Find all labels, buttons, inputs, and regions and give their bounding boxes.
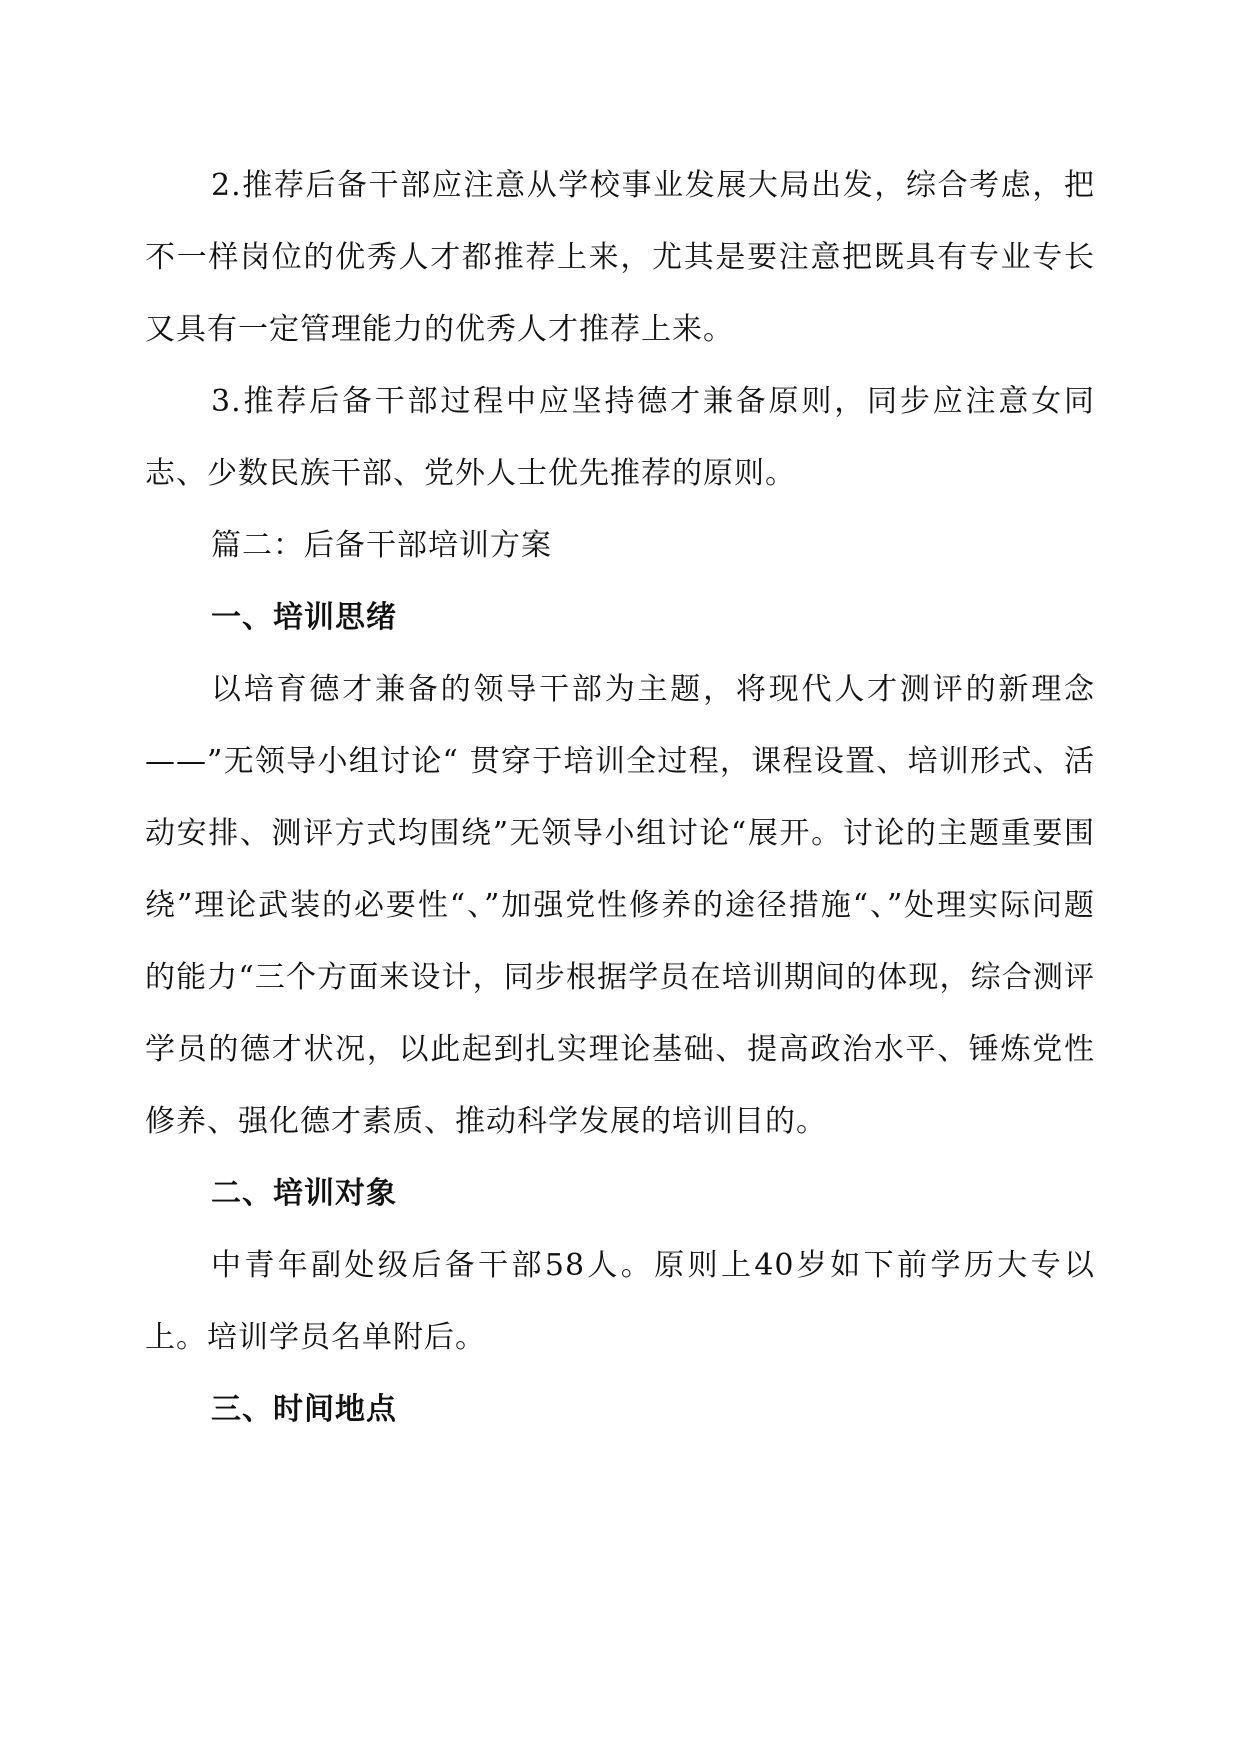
paragraph-training-idea: 以培育德才兼备的领导干部为主题，将现代人才测评的新理念——”无领导小组讨论“ 贯穿于培训全过程，课程设置、培训形式、活动安排、测评方式均围绕”无领导小组讨论“展开。讨论的主题重要围绕”理论武装的必要性“、”加强党性修养的途径措施“、”处理实际问题的能力“三个方面来设计，同步根据学员在培训期间的体现，综合测评学员的德才状况，以此起到扎实理论基础、提高政治水平、锤炼党性修养、强化德才素质、推动科学发展的培训目的。 xyxy=(145,672,1095,1139)
paragraph-recommend-2: 2.推荐后备干部应注意从学校事业发展大局出发，综合考虑，把不一样岗位的优秀人才都推荐上来，尤其是要注意把既具有专业专长又具有一定管理能力的优秀人才推荐上来。 xyxy=(145,168,1095,347)
paragraph-training-target: 中青年副处级后备干部58人。原则上40岁如下前学历大专以上。培训学员名单附后。 xyxy=(145,1248,1095,1355)
paragraph-recommend-3: 3.推荐后备干部过程中应坚持德才兼备原则，同步应注意女同志、少数民族干部、党外人士优先推荐的原则。 xyxy=(145,384,1095,491)
document-body xyxy=(145,150,1095,1446)
section-title-part-two: 篇二：后备干部培训方案 xyxy=(211,528,552,563)
heading-training-idea: 一、培训思绪 xyxy=(211,600,397,635)
heading-time-place: 三、时间地点 xyxy=(211,1392,397,1427)
heading-training-target: 二、培训对象 xyxy=(211,1176,397,1211)
